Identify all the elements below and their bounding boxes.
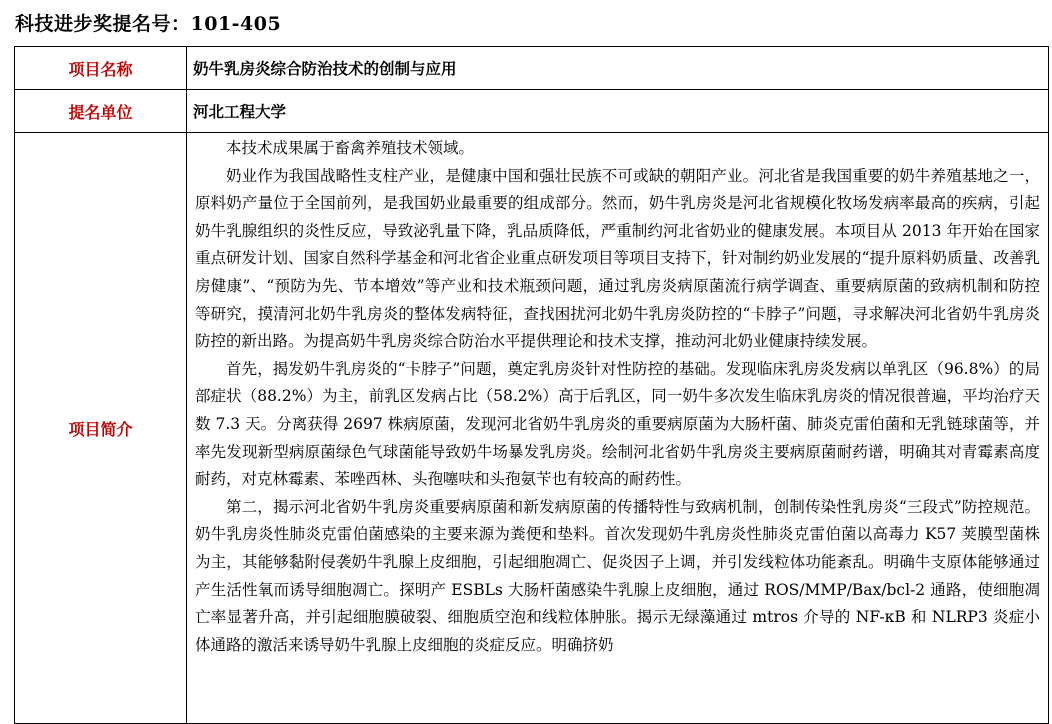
project-summary-row bbox=[15, 133, 1049, 724]
nomination-number-title: 科技进步奖提名号：101-405 bbox=[15, 13, 282, 35]
nominator-value: 河北工程大学 bbox=[187, 90, 1049, 133]
project-name-row bbox=[15, 47, 1049, 90]
summary-paragraph: 本技术成果属于畜禽养殖技术领域。 bbox=[226, 139, 475, 157]
project-name-value: 奶牛乳房炎综合防治技术的创制与应用 bbox=[187, 47, 1049, 90]
summary-paragraph: 奶业作为我国战略性支柱产业，是健康中国和强壮民族不可或缺的朝阳产业。河北省是我国重要的奶牛养殖基地之一，原料奶产量位于全国前列，是我国奶业最重要的组成部分。然而，奶牛乳房炎是河北省规模化牧场发病率最高的疾病，引起奶牛乳腺组织的炎性反应，导致泌乳量下降，乳品质降低，严重制约河北省奶业的健康发展。本项目从 2013 年开始在国家重点研发计划、国家自然科学基金和河北省企业重点研发项目等项目支持下，针对制约奶业发展的“提升原料奶质量、改善乳房健康”、“预防为先、节本增效”等产业和技术瓶颈问题，通过乳房炎病原菌流行病学调查、重要病原菌的致病机制和防控等研究，摸清河北奶牛乳房炎的整体发病特征，查找困扰河北奶牛乳房炎防控的“卡脖子”问题，寻求解决河北省奶牛乳房炎防控的新出路。为提高奶牛乳房炎综合防治水平提供理论和技术支撑，推动河北奶业健康持续发展。 bbox=[195, 166, 1040, 351]
project-summary-label: 项目简介 bbox=[15, 133, 187, 724]
summary-paragraph: 第二，揭示河北省奶牛乳房炎重要病原菌和新发病原菌的传播特性与致病机制，创制传染性乳房炎“三段式”防控规范。奶牛乳房炎性肺炎克雷伯菌感染的主要来源为粪便和垫料。首次发现奶牛乳房炎性肺炎克雷伯菌以高毒力 K57 荚膜型菌株为主，其能够黏附侵袭奶牛乳腺上皮细胞，引起细胞凋亡、促炎因子上调，并引发线粒体功能紊乱。明确牛支原体能够通过产生活性氧而诱导细胞凋亡。探明产 ESBLs 大肠杆菌感染牛乳腺上皮细胞，通过 ROS/MMP/Bax/bcl-2 通路，使细胞凋亡率显著升高，并引起细胞膜破裂、细胞质空泡和线粒体肿胀。揭示无绿藻通过 mtros 介导的 NF-κB 和 NLRP3 炎症小体通路的激活来诱导奶牛乳腺上皮细胞的炎症反应。明确挤奶 bbox=[195, 497, 1040, 654]
project-summary-body bbox=[187, 133, 1048, 723]
nominator-row bbox=[15, 90, 1049, 133]
summary-paragraph: 首先，揭发奶牛乳房炎的“卡脖子”问题，奠定乳房炎针对性防控的基础。发现临床乳房炎发病以单乳区（96.8%）的局部症状（88.2%）为主，前乳区发病占比（58.2%）高于后乳区，同一奶牛多次发生临床乳房炎的情况很普遍，平均治疗天数 7.3 天。分离获得 2697 株病原菌，发现河北省奶牛乳房炎的重要病原菌为大肠杆菌、肺炎克雷伯菌和无乳链球菌等，并率先发现新型病原菌绿色气球菌能导致奶牛场暴发乳房炎。绘制河北省奶牛乳房炎主要病原菌耐药谱，明确其对青霉素高度耐药，对克林霉素、苯唑西林、头孢噻呋和头孢氨苄也有较高的耐药性。 bbox=[195, 359, 1040, 489]
nominator-label: 提名单位 bbox=[15, 90, 187, 133]
project-summary-cell bbox=[187, 133, 1049, 724]
project-name-label: 项目名称 bbox=[15, 47, 187, 90]
nomination-form-table bbox=[14, 46, 1049, 724]
